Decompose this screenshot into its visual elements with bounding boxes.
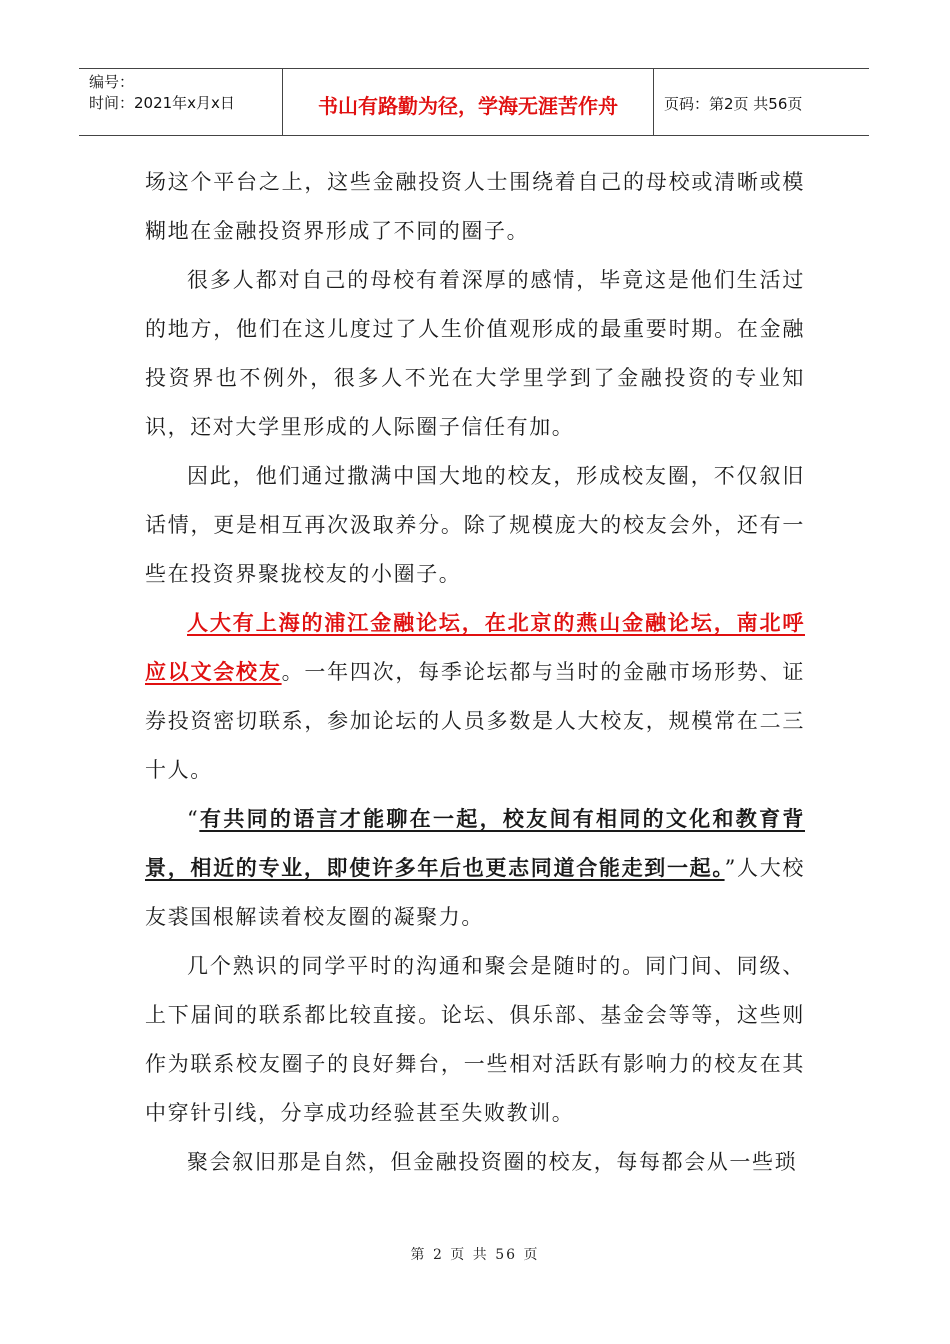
paragraph-4 bbox=[145, 599, 805, 795]
paragraph-5-rest: 人大校友裘国根解读着校友圈的凝聚力。 bbox=[145, 856, 805, 929]
paragraph-7: 聚会叙旧那是自然，但金融投资圈的校友，每每都会从一些琐 bbox=[187, 1150, 798, 1174]
paragraph-1: 场这个平台之上，这些金融投资人士围绕着自己的母校或清晰或模糊地在金融投资界形成了不同的圈子。 bbox=[145, 170, 805, 243]
highlighted-forum-text: 人大有上海的浦江金融论坛，在北京的燕山金融论坛，南北呼应以文会校友 bbox=[145, 611, 805, 684]
header-meta bbox=[79, 69, 282, 135]
page-footer: 第 2 页 共 56 页 bbox=[410, 1247, 540, 1263]
open-quote: “ bbox=[187, 807, 200, 831]
header-page-info: 页码：第2页 共56页 bbox=[664, 94, 803, 113]
paragraph-6: 几个熟识的同学平时的沟通和聚会是随时的。同门间、同级、上下届间的联系都比较直接。论坛、俱乐部、基金会等等，这些则作为联系校友圈子的良好舞台，一些相对活跃有影响力的校友在其中穿针引线，分享成功经验甚至失败教训。 bbox=[145, 954, 805, 1125]
close-quote: ” bbox=[724, 856, 737, 880]
paragraph-2: 很多人都对自己的母校有着深厚的感情，毕竟这是他们生活过的地方，他们在这儿度过了人生价值观形成的最重要时期。在金融投资界也不例外，很多人不光在大学里学到了金融投资的专业知识，还对大学里形成的人际圈子信任有加。 bbox=[145, 268, 805, 439]
document-body bbox=[145, 158, 805, 1187]
header-motto: 书山有路勤为径，学海无涯苦作舟 bbox=[282, 69, 654, 135]
paragraph-3: 因此，他们通过撒满中国大地的校友，形成校友圈，不仅叙旧话情，更是相互再次汲取养分。除了规模庞大的校友会外，还有一些在投资界聚拢校友的小圈子。 bbox=[145, 464, 805, 586]
paragraph-4-rest: 。一年四次，每季论坛都与当时的金融市场形势、证券投资密切联系，参加论坛的人员多数是人大校友，规模常在二三十人。 bbox=[145, 660, 805, 782]
document-header bbox=[79, 68, 869, 136]
underlined-quote: 有共同的语言才能聊在一起，校友间有相同的文化和教育背景，相近的专业，即使许多年后也更志同道合能走到一起。 bbox=[145, 807, 805, 880]
document-date-label: 时间：2021年x月x日 bbox=[89, 94, 235, 112]
document-number-label: 编号： bbox=[89, 73, 135, 91]
paragraph-5 bbox=[145, 795, 805, 942]
